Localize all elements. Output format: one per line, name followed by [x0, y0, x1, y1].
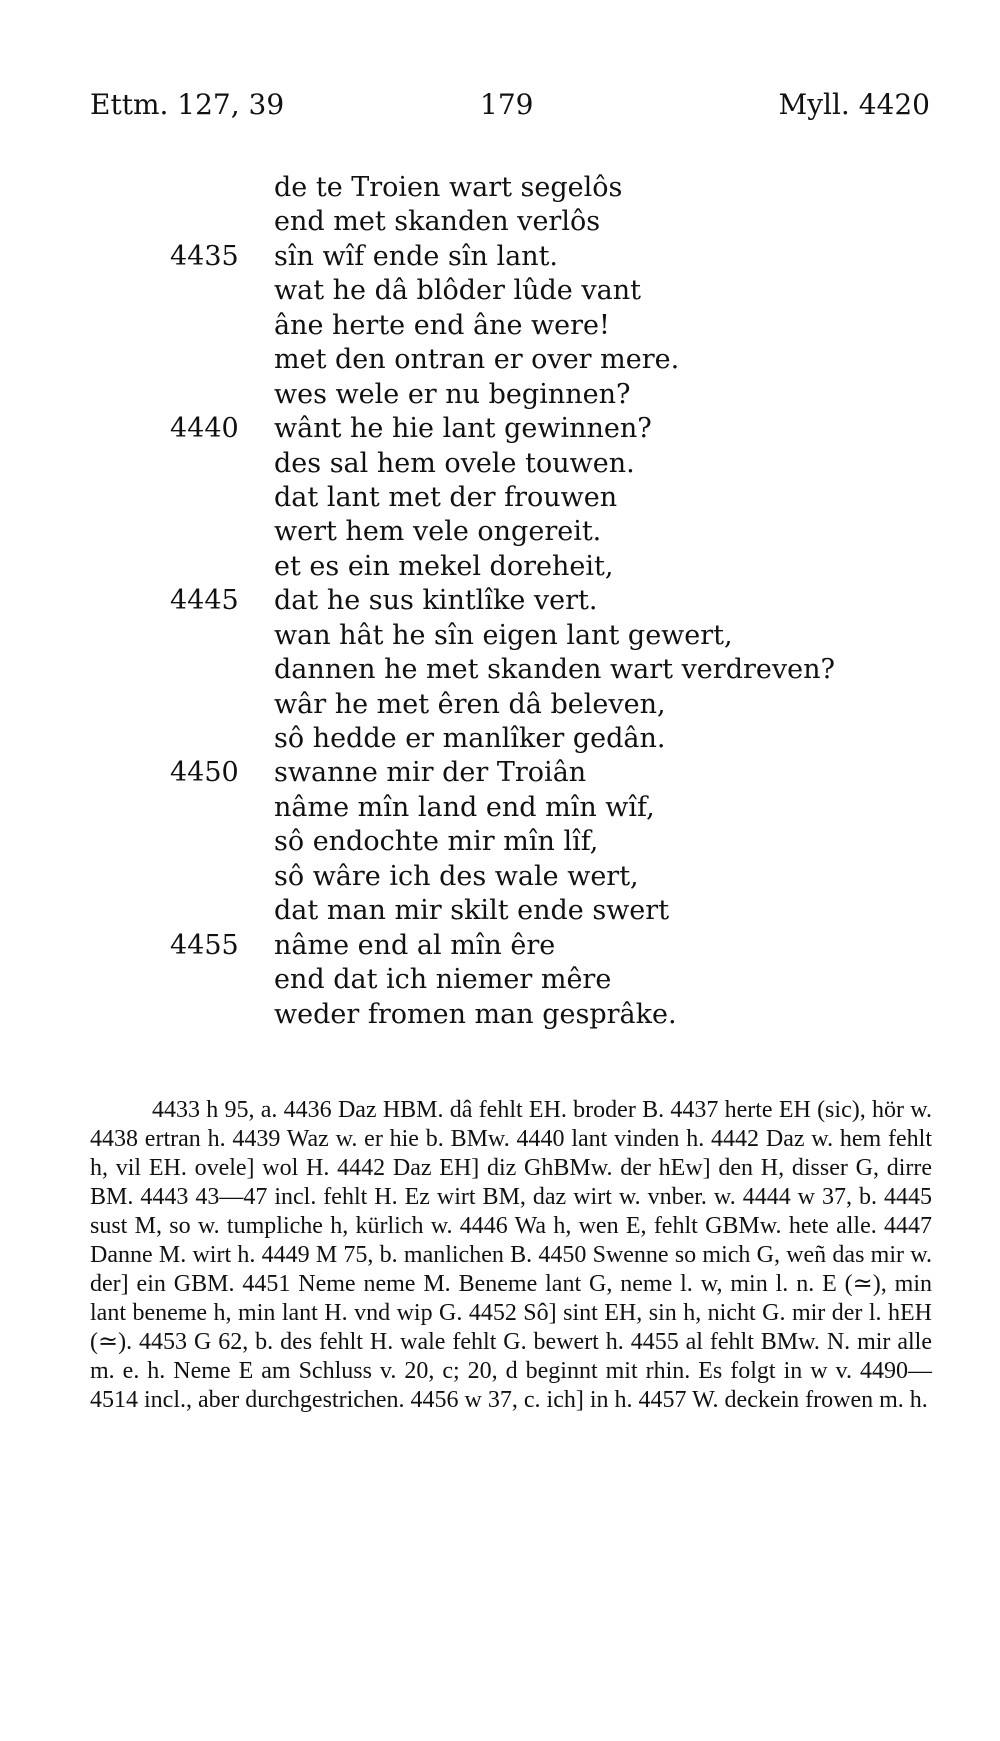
- verse-line: [170, 309, 930, 343]
- verse-text: dat lant met der frouwen: [274, 481, 618, 513]
- page-header: [90, 88, 930, 128]
- verse-text: met den ontran er over mere.: [274, 344, 680, 376]
- verse-line: [170, 619, 930, 653]
- verse-text: de te Troien wart segelôs: [274, 172, 623, 203]
- verse-text: end dat ich niemer mêre: [274, 964, 612, 996]
- verse-line: [170, 894, 930, 928]
- verse-line: [170, 584, 930, 618]
- page-number: 179: [480, 88, 534, 121]
- verse-line: [170, 825, 930, 859]
- verse-line: [170, 756, 930, 790]
- verse-line: [170, 515, 930, 549]
- verse-number: 4440: [170, 413, 239, 445]
- verse-text: swanne mir der Troiân: [274, 757, 587, 789]
- verse-number: 4445: [170, 585, 239, 617]
- verse-text: wert hem vele ongereit.: [274, 516, 602, 548]
- verse-line: [170, 240, 930, 274]
- verse-line: [170, 929, 930, 963]
- header-reference-left: Ettm. 127, 39: [90, 88, 285, 121]
- header-reference-right: Myll. 4420: [778, 88, 930, 121]
- verse-text: sô hedde er manlîker gedân.: [274, 723, 666, 754]
- verse-number: 4450: [170, 757, 239, 789]
- verse-line: [170, 171, 930, 205]
- verse-line: [170, 722, 930, 756]
- verse-line: [170, 688, 930, 722]
- verse-text: wan hât he sîn eigen lant gewert,: [274, 619, 733, 651]
- verse-text: et es ein mekel doreheit,: [274, 550, 614, 582]
- verse-number: 4435: [170, 240, 239, 272]
- verse-line: [170, 998, 930, 1032]
- critical-apparatus: [90, 1096, 932, 1415]
- verse-line: [170, 860, 930, 894]
- verse-line: [170, 481, 930, 515]
- verse-text: wes wele er nu beginnen?: [274, 378, 631, 410]
- verse-text: end met skanden verlôs: [274, 206, 601, 238]
- verse-line: [170, 963, 930, 997]
- verse-text: sô wâre ich des wale wert,: [274, 860, 639, 892]
- verse-text: wâr he met êren dâ beleven,: [274, 688, 666, 720]
- verse-text: des sal hem ovele touwen.: [274, 447, 635, 479]
- verse-line: [170, 447, 930, 481]
- verse-block: [170, 171, 930, 1032]
- verse-line: [170, 378, 930, 412]
- apparatus-text: 4433 h 95, a. 4436 Daz HBM. dâ fehlt EH. broder B. 4437 herte EH (sic), hör w. 4438 ertran h. 4439 Waz w. er hie b. BMw. 4440 lant vinden h. 4442 Daz w. hem fehlt h, vil EH. ovele] wol H. 4442 Daz EH] diz GhBMw. der hEw] den H, disser G, dirre BM. 4443 43—47 incl. fehlt H. Ez wirt BM, daz wirt w. vnber. w. 4444 w 37, b. 4445 sust M, so w. tumpliche h, kürlich w. 4446 Wa h, wen E, fehlt GBMw. hete alle. 4447 Danne M. wirt h. 4449 M 75, b. manlichen B. 4450 Swenne so mich G, weñ das mir w. der] ein GBM. 4451 Neme neme M. Beneme lant G, neme l. w, min l. n. E (≃), min lant beneme h, min lant H. vnd wip G. 4452 Sô] sint EH, sin h, nicht G. mir der l. hEH (≃). 4453 G 62, b. des fehlt H. wale fehlt G. bewert h. 4455 al fehlt BMw. N. mir alle m. e. h. Neme E am Schluss v. 20, c; 20, d beginnt mit rhin. Es folgt in w v. 4490—4514 incl., aber durchgestrichen. 4456 w 37, c. ich] in h. 4457 W. deckein frowen m. h.: [90, 1097, 932, 1413]
- verse-line: [170, 343, 930, 377]
- verse-text: weder fromen man gesprâke.: [274, 998, 677, 1030]
- verse-text: âne herte end âne were!: [274, 309, 610, 341]
- verse-text: nâme end al mîn êre: [274, 929, 556, 961]
- verse-line: [170, 550, 930, 584]
- verse-text: wânt he hie lant gewinnen?: [274, 413, 652, 445]
- verse-text: nâme mîn land end mîn wîf,: [274, 791, 655, 823]
- verse-line: [170, 653, 930, 687]
- verse-line: [170, 791, 930, 825]
- verse-line: [170, 274, 930, 308]
- verse-text: dannen he met skanden wart verdreven?: [274, 654, 835, 686]
- verse-text: dat man mir skilt ende swert: [274, 895, 670, 927]
- verse-text: sô endochte mir mîn lîf,: [274, 826, 599, 858]
- verse-text: wat he dâ blôder lûde vant: [274, 275, 641, 307]
- verse-line: [170, 412, 930, 446]
- verse-text: sîn wîf ende sîn lant.: [274, 240, 559, 272]
- verse-text: dat he sus kintlîke vert.: [274, 585, 598, 617]
- verse-number: 4455: [170, 929, 239, 961]
- verse-line: [170, 205, 930, 239]
